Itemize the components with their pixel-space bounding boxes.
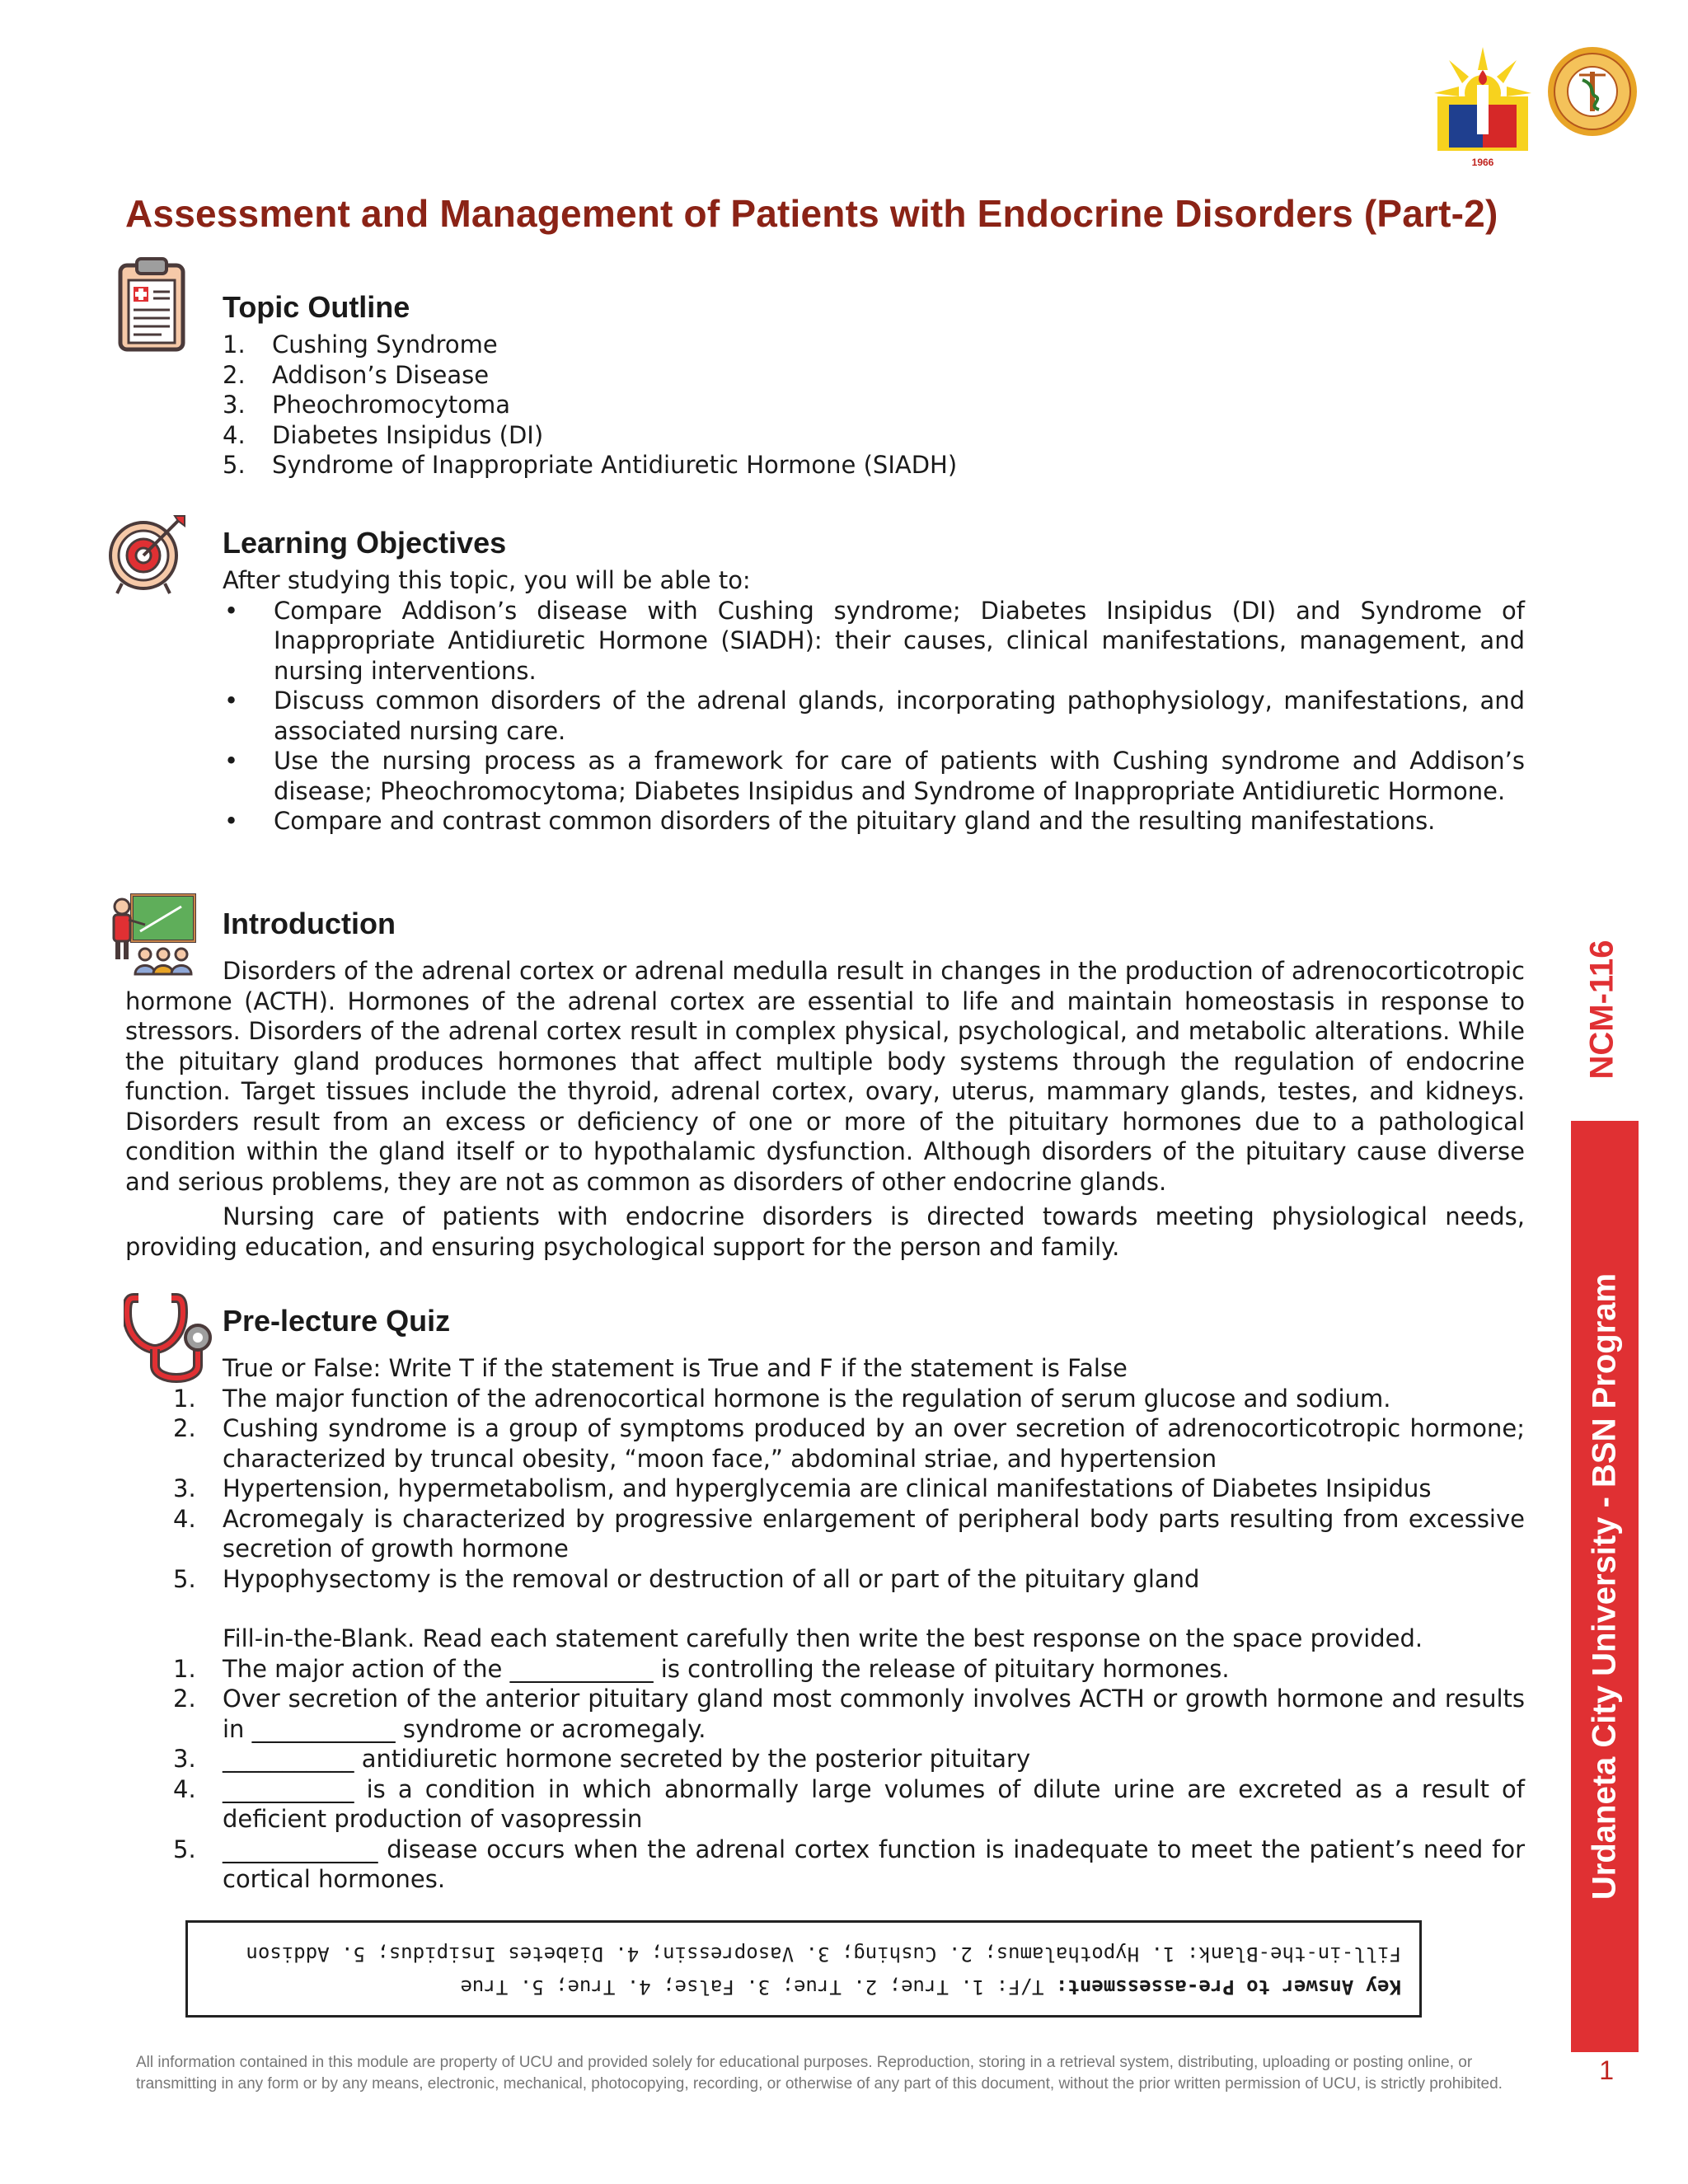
logo-year: 1966 [1471,157,1494,168]
introduction-section [223,907,1525,946]
quiz-heading-section [223,1304,1525,1343]
answer-key-fib: Fill-in-the-Blank: 1. Hypothalamus; 2. Cushing; 3. Vasopressin; 4. Diabetes Insipidus; 5. Addison [246,1943,1401,1966]
answer-key-tf-line [206,1971,1401,2004]
topic-outline-list [223,330,1525,480]
fill-in-blank-instructions: Fill-in-the-Blank. Read each statement carefully then write the best response on the space provided. [223,1624,1423,1652]
list-item: 4. ___________ is a condition in which abnormally large volumes of dilute urine are excreted as a result of deficient production of vasopressin [173,1774,1525,1833]
topic-outline-section [223,290,1525,480]
learning-objectives-heading: Learning Objectives [223,526,507,560]
answer-key-label: Key Answer to Pre-assessment: [1055,1975,1401,1999]
list-item: 2. Addison’s Disease [223,360,490,389]
list-item: 4. Diabetes Insipidus (DI) [223,420,544,449]
list-item: 1. Cushing Syndrome [223,330,498,359]
true-false-list [173,1384,1525,1595]
answer-key-tf: T/F: 1. True; 2. True; 3. False; 4. True; 5. True [460,1975,1044,1999]
list-item: 4. Acromegaly is characterized by progressive enlargement of peripheral body parts resulting from excessive secretion of growth hormone [173,1504,1525,1563]
clipboard-icon [115,254,188,353]
introduction-heading: Introduction [223,907,396,940]
list-item: 5. Syndrome of Inappropriate Antidiuretic Hormone (SIADH) [223,451,958,479]
introduction-paragraph-2: Nursing care of patients with endocrine disorders is directed towards meeting physiological needs, providing education, and ensuring psychological support for the person and family. [125,1202,1525,1261]
introduction-paragraph-1: Disorders of the adrenal cortex or adrenal medulla result in changes in the production of adrenocorticotropic hormone (ACTH). Hormones of the adrenal cortex are essential to life and maintain homeostasis in response to stressors. Disorders of the adrenal cortex result in complex physical, psychological, and metabolic alterations. While the pituitary gland produces hormones that affect multiple body systems through the regulation of endocrine function. Target tissues include the thyroid, adrenal cortex, ovary, uterus, mammary glands, testes, and kidneys. Disorders result from an excess or deficiency of one or more of the pituitary hormones due to a pathological condition within the gland itself or to hypothalamic dysfunction. Although disorders of the pituitary cause diverse and serious problems, they are not as common as disorders of other endocrine glands. [125,957,1525,1196]
list-item: 3. Hypertension, hypermetabolism, and hyperglycemia are clinical manifestations of Diabetes Insipidus [173,1474,1432,1502]
course-code-label [1578,940,1627,1080]
true-false-quiz [173,1353,1525,1594]
true-false-instructions: True or False: Write T if the statement is True and F if the statement is False [223,1354,1128,1382]
objectives-intro: After studying this topic, you will be able to: [223,566,751,594]
list-item: 3. ___________ antidiuretic hormone secreted by the posterior pituitary [173,1745,1031,1773]
list-item: • Compare Addison’s disease with Cushing syndrome; Diabetes Insipidus (DI) and Syndrome of Inappropriate Antidiuretic Hormone (SIADH): their causes, clinical manifestations, management, and nursing interventions. [224,596,1525,685]
program-band [1571,1121,1639,2052]
list-item: 1. The major function of the adrenocortical hormone is the regulation of serum glucose and sodium. [173,1384,1391,1413]
answer-key-upside-down [188,1923,1419,2015]
document-title: Assessment and Management of Patients with Endocrine Disorders (Part-2) [125,192,1498,235]
list-item: 5. Hypophysectomy is the removal or destruction of all or part of the pituitary gland [173,1564,1200,1593]
topic-outline-heading: Topic Outline [223,290,410,324]
list-item: • Use the nursing process as a framework for care of patients with Cushing syndrome and Addison’s disease; Pheochromocytoma; Diabetes Insipidus and Syndrome of Inappropriate Antidiuretic Hormone. [224,747,1525,805]
objectives-list [223,596,1525,837]
list-item: 5. _____________ disease occurs when the adrenal cortex function is inadequate to meet the patient’s need for cortical hormones. [173,1835,1525,1893]
program-band-text: Urdaneta City University - BSN Program [1586,1272,1623,1900]
list-item: 3. Pheochromocytoma [223,391,511,419]
course-code-text: NCM-116 [1583,940,1620,1080]
list-item: • Compare and contrast common disorders of the pituitary gland and the resulting manifestations. [224,807,1436,835]
header-logos [1431,45,1639,169]
footer-disclaimer: All information contained in this module are property of UCU and provided solely for educational purposes. Reproduction, storing in a retrieval system, distributing, uploading or posting online, or transmitting in any form or by any means, electronic, mechanical, photocopying, recording, or otherwise of any part of this document, without the prior written permission of UCU, is strictly prohibited. [136,2054,1503,2093]
quiz-heading: Pre-lecture Quiz [223,1304,451,1338]
list-item: • Discuss common disorders of the adrenal glands, incorporating pathophysiology, manifestations, and associated nursing care. [224,687,1525,745]
college-seal-logo [1546,45,1639,138]
page-number: 1 [1599,2055,1614,2085]
list-item: 2. Cushing syndrome is a group of symptoms produced by an over secretion of adrenocorticotropic hormone; characterized by truncal obesity, “moon face,” abdominal striae, and hypertension [173,1414,1525,1473]
fill-in-blank-quiz [173,1624,1525,1895]
ucu-flag-logo [1431,45,1535,169]
learning-objectives-section [223,526,1525,837]
list-item: 2. Over secretion of the anterior pituitary gland most commonly involves ACTH or growth hormone and results in ____________ syndrome or acromegaly. [173,1685,1525,1743]
answer-key-box [185,1920,1422,2018]
list-item: 1. The major action of the ____________ is controlling the release of pituitary hormones. [173,1654,1230,1683]
target-icon [106,513,188,595]
fill-in-blank-list [173,1654,1525,1895]
